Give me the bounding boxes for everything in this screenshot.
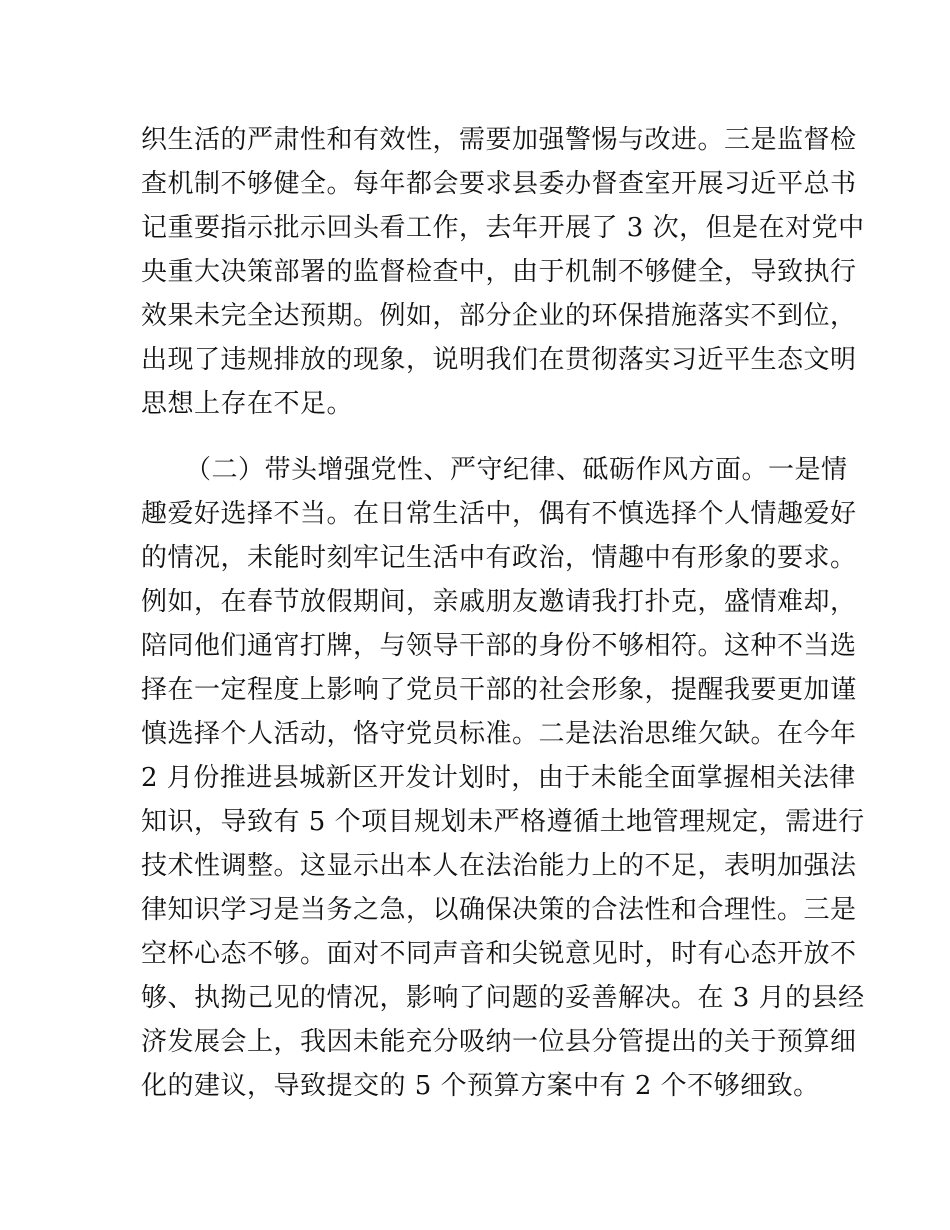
text-line: 济发展会上，我因未能充分吸纳一位县分管提出的关于预算细 — [141, 1027, 857, 1057]
text-line: 知识，导致有 5 个项目规划未严格遵循土地管理规定，需进行 — [141, 807, 865, 837]
text-line: 思想上存在不足。 — [141, 389, 354, 419]
text-line: 趣爱好选择不当。在日常生活中，偶有不慎选择个人情趣爱好 — [141, 499, 857, 529]
paragraph-party-discipline — [141, 448, 865, 1108]
text-line: 央重大决策部署的监督检查中，由于机制不够健全，导致执行 — [141, 257, 857, 287]
text-line: 织生活的严肃性和有效性，需要加强警惕与改进。三是监督检 — [141, 125, 857, 155]
text-line: 慎选择个人活动，恪守党员标准。二是法治思维欠缺。在今年 — [141, 719, 857, 749]
text-line: 空杯心态不够。面对不同声音和尖锐意见时，时有心态开放不 — [141, 939, 857, 969]
text-line: 陪同他们通宵打牌，与领导干部的身份不够相符。这种不当选 — [141, 631, 857, 661]
text-line: 技术性调整。这显示出本人在法治能力上的不足，表明加强法 — [141, 851, 857, 881]
text-line: 记重要指示批示回头看工作，去年开展了 3 次，但是在对党中 — [141, 213, 865, 243]
paragraph-supervision — [141, 118, 865, 426]
text-line: 效果未完全达预期。例如，部分企业的环保措施落实不到位， — [141, 301, 857, 331]
text-line: 例如，在春节放假期间，亲戚朋友邀请我打扑克，盛情难却， — [141, 587, 857, 617]
section-heading-line: （二）带头增强党性、严守纪律、砥砺作风方面。一是情 — [185, 455, 848, 485]
text-line: 查机制不够健全。每年都会要求县委办督查室开展习近平总书 — [141, 169, 857, 199]
text-line: 择在一定程度上影响了党员干部的社会形象，提醒我要更加谨 — [141, 675, 857, 705]
text-line: 够、执拗己见的情况，影响了问题的妥善解决。在 3 月的县经 — [141, 983, 865, 1013]
text-line: 律知识学习是当务之急，以确保决策的合法性和合理性。三是 — [141, 895, 857, 925]
text-line: 出现了违规排放的现象，说明我们在贯彻落实习近平生态文明 — [141, 345, 857, 375]
text-line: 化的建议，导致提交的 5 个预算方案中有 2 个不够细致。 — [141, 1071, 820, 1101]
text-line: 的情况，未能时刻牢记生活中有政治，情趣中有形象的要求。 — [141, 543, 857, 573]
text-line: 2 月份推进县城新区开发计划时，由于未能全面掌握相关法律 — [141, 763, 856, 793]
body-text — [141, 118, 865, 1108]
